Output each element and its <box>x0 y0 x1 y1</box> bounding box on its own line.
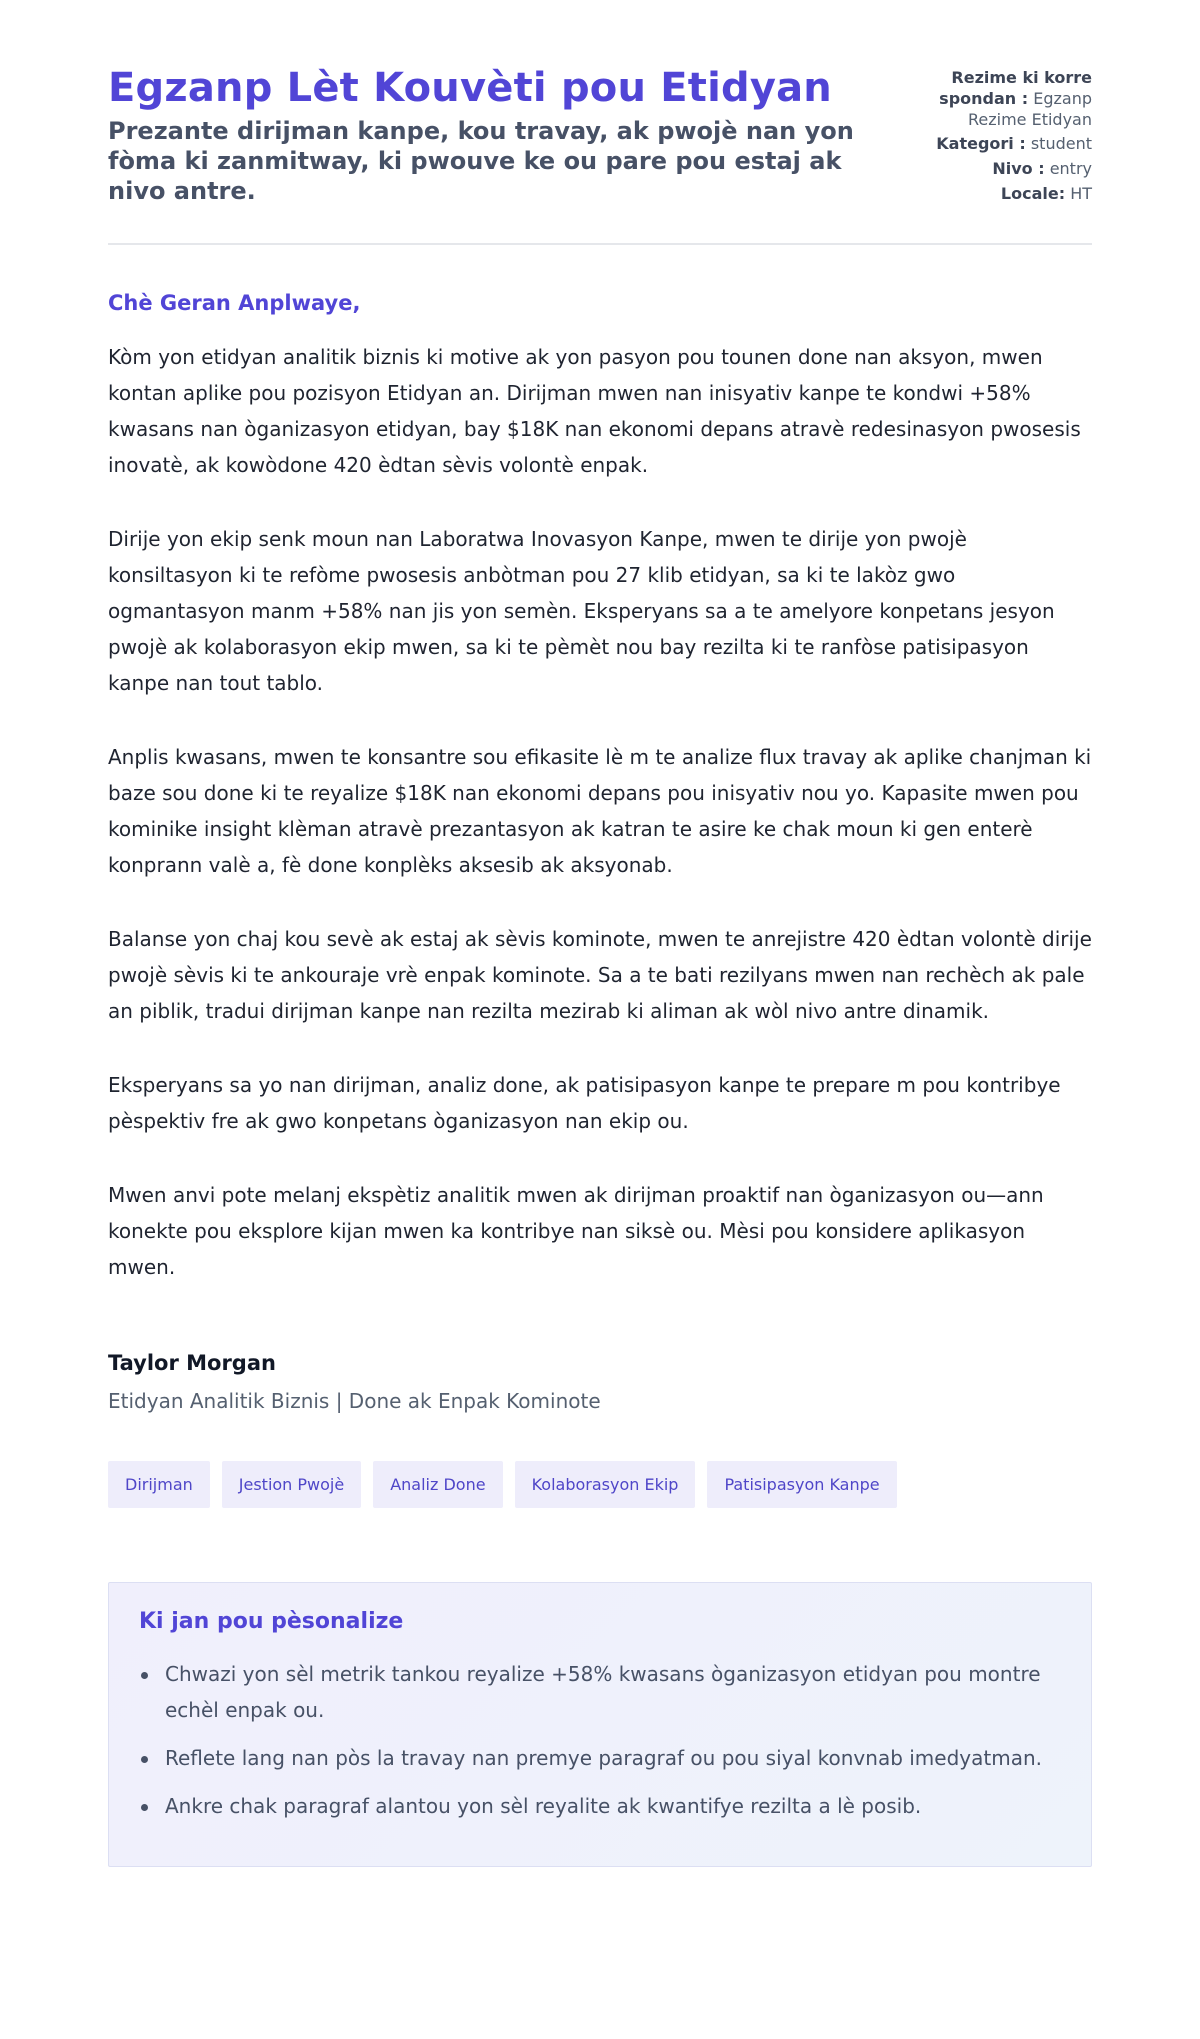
letter-paragraph: Dirije yon ekip senk moun nan Laboratwa Inovasyon Kanpe, mwen te dirije yon pwojè konsiltasyon ki te refòme pwosesis anbòtman pou 27 klib etidyan, sa ki te lakòz gwo ogmantasyon manm +58% nan jis yon semèn. Eksperyans sa a te amelyore konpetans jesyon pwojè ak kolaborasyon ekip mwen, sa ki te pèmèt nou bay rezilta ki te ranfòse patisipasyon kanpe nan tout tablo. <box>108 526 1055 695</box>
meta-category <box>902 134 1092 155</box>
tip-item <box>139 1788 1061 1824</box>
skill-tag: Jestion Pwojè <box>222 1461 361 1508</box>
title-block <box>108 66 878 206</box>
document-header <box>108 66 1092 245</box>
skill-tags <box>108 1461 1092 1508</box>
tip-text: Chwazi yon sèl metrik tankou reyalize +58% kwasans òganizasyon etidyan pou montre echèl enpak ou. <box>165 1661 1041 1722</box>
letter-paragraph: Kòm yon etidyan analitik biznis ki motive ak yon pasyon pou tounen done nan aksyon, mwen kontan aplike pou pozisyon Etidyan an. Dirijman mwen nan inisyativ kanpe te kondwi +58% kwasans nan òganizasyon etidyan, bay $18K nan ekonomi depans atravè redesinasyon pwosesis inovatè, ak kowòdone 420 èdtan sèvis volontè enpak. <box>108 344 1081 477</box>
tip-text: Ankre chak paragraf alantou yon sèl reyalite ak kwantifye rezilta a lè posib. <box>165 1793 922 1818</box>
skill-tag: Dirijman <box>108 1461 210 1508</box>
letter-paragraph: Mwen anvi pote melanj ekspètiz analitik mwen ak dirijman proaktif nan òganizasyon ou—ann konekte pou eksplore kijan mwen ka kontribye nan siksè ou. Mèsi pou konsidere aplikasyon mwen. <box>108 1182 1044 1279</box>
tips-title: Ki jan pou pèsonalize <box>139 1608 404 1634</box>
bullet-icon <box>141 1672 148 1679</box>
meta-category-label: Kategori : <box>936 134 1026 154</box>
bullet-icon <box>141 1804 148 1811</box>
tip-item <box>139 1656 1061 1728</box>
letter-paragraph: Balanse yon chaj kou sevè ak estaj ak sèvis kominote, mwen te anrejistre 420 èdtan volontè dirije pwojè sèvis ki te ankouraje vrè enpak kominote. Sa a te bati rezilyans mwen nan rechèch ak pale an piblik, tradui dirijman kanpe nan rezilta mezirab ki aliman ak wòl nivo antre dinamik. <box>108 926 1092 1023</box>
meta-locale-label: Locale: <box>1000 183 1066 203</box>
tips-list <box>139 1656 1061 1824</box>
bullet-icon <box>141 1756 148 1763</box>
page-subtitle: Prezante dirijman kanpe, kou travay, ak pwojè nan yon fòma ki zanmitway, ki pwouve ke ou pare pou estaj ak nivo antre. <box>108 117 854 205</box>
meta-level <box>902 159 1092 180</box>
document-meta <box>902 66 1092 209</box>
signature-block <box>108 1351 1092 1413</box>
meta-level-value: entry <box>1049 159 1092 179</box>
tip-text: Reflete lang nan pòs la travay nan premye paragraf ou pou siyal konvnab imedyatman. <box>165 1745 1042 1770</box>
meta-level-label: Nivo : <box>992 159 1045 179</box>
signature-name: Taylor Morgan <box>108 1350 276 1375</box>
tip-item <box>139 1740 1061 1776</box>
skill-tag: Patisipasyon Kanpe <box>707 1461 896 1508</box>
meta-locale-value: HT <box>1070 183 1092 203</box>
skill-tag: Analiz Done <box>373 1461 502 1508</box>
letter-body <box>108 245 1092 1285</box>
skill-tag: Kolaborasyon Ekip <box>515 1461 696 1508</box>
letter-paragraph: Eksperyans sa yo nan dirijman, analiz done, ak patisipasyon kanpe te prepare m pou kontribye pèspektiv fre ak gwo konpetans òganizasyon nan ekip ou. <box>108 1072 1061 1133</box>
meta-resume-label: Rezime ki korre spondan : <box>939 68 1092 108</box>
meta-resume-value: Egzanp Rezime Etidyan <box>968 88 1092 129</box>
salutation: Chè Geran Anplwaye, <box>108 290 361 315</box>
letter-paragraph: Anplis kwasans, mwen te konsantre sou efikasite lè m te analize flux travay ak aplike chanjman ki baze sou done ki te reyalize $18K nan ekonomi depans pou inisyativ nou yo. Kapasite mwen pou kominike insight klèman atravè prezantasyon ak katran te asire ke chak moun ki gen enterè konprann valè a, fè done konplèks aksesib ak aksyonab. <box>108 744 1092 877</box>
customization-tips-box <box>108 1582 1092 1867</box>
meta-resume <box>902 68 1092 130</box>
signature-role: Etidyan Analitik Biznis | Done ak Enpak Kominote <box>108 1388 601 1413</box>
meta-category-value: student <box>1030 134 1092 154</box>
page-title: Egzanp Lèt Kouvèti pou Etidyan <box>108 65 832 111</box>
meta-locale <box>902 184 1092 205</box>
